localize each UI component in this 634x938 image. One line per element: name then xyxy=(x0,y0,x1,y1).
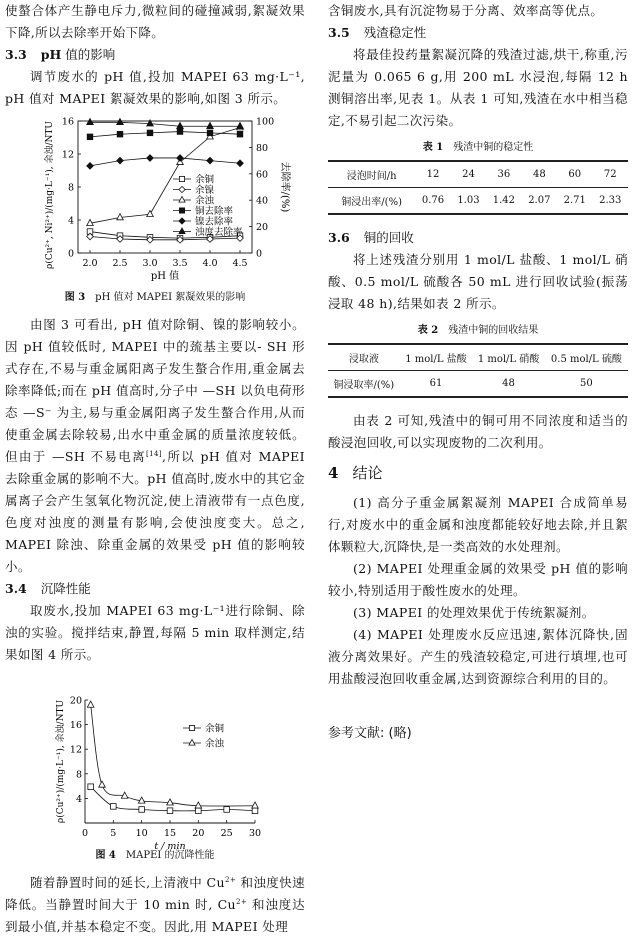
table-header-cell: 48 xyxy=(522,161,557,188)
series-镍去除率 xyxy=(87,155,244,170)
section-title: 值的影响 xyxy=(61,47,116,62)
x-tick-label: 5 xyxy=(110,828,117,839)
section-number: 3.3 xyxy=(5,47,27,62)
text-span: 和浊度达到最小值,并基本稳定不变。因此,用 MAPEI 处理 xyxy=(5,897,305,934)
section-number: 4 xyxy=(328,464,339,482)
data-point-diamond xyxy=(207,157,214,164)
data-point-square xyxy=(111,804,117,810)
legend-entry xyxy=(173,226,243,238)
y-tick-label: 0 xyxy=(67,248,74,260)
citation: [14] xyxy=(146,449,163,458)
data-point-square xyxy=(177,129,183,135)
x-tick-label: 20 xyxy=(192,828,205,839)
legend-entry xyxy=(173,174,215,186)
x-tick-label: 2.0 xyxy=(82,258,98,269)
table-header-cell: 72 xyxy=(592,161,628,188)
section-3-3-paragraph: 调节废水的 pH 值,投加 MAPEI 63 mg·L⁻¹, pH 值对 MAPEI 絮凝效果的影响,如图 3 所示。 xyxy=(5,69,305,106)
table-cell: 61 xyxy=(429,378,443,389)
table-header-cell: 1 mol/L 硝酸 xyxy=(472,344,545,371)
data-point-square xyxy=(139,807,145,813)
data-point-square xyxy=(179,208,184,213)
section-title: 残渣稳定性 xyxy=(363,25,427,40)
table-header-cell: 浸取液 xyxy=(328,344,400,371)
figure-label: 图 3 xyxy=(64,292,86,303)
data-point-square xyxy=(117,131,123,137)
x-tick-label: 15 xyxy=(163,828,177,839)
series-line xyxy=(91,705,255,806)
series-浊度去除率 xyxy=(87,119,244,129)
y-tick-label: 12 xyxy=(61,149,74,161)
table-cell: 48 xyxy=(502,378,515,389)
data-point-square xyxy=(147,130,153,136)
section-3-3-heading xyxy=(5,44,305,66)
section-4-heading xyxy=(328,460,628,486)
table-cell: 2.33 xyxy=(599,195,622,206)
y2-tick-label: 80 xyxy=(256,142,269,154)
y-tick-label: 12 xyxy=(69,744,82,756)
table-header-cell: 24 xyxy=(451,161,486,188)
table-cell: 铜浸出率/(%) xyxy=(341,197,402,208)
settling-paragraph xyxy=(5,872,305,938)
data-point-triangle xyxy=(179,228,185,234)
data-point-square xyxy=(189,725,194,730)
table-cell: 铜浸取率/(%) xyxy=(333,380,395,391)
data-point-diamond xyxy=(179,218,185,224)
legend-label: 铜去除率 xyxy=(195,206,234,217)
y-tick-label: 4 xyxy=(75,793,82,805)
data-point-square xyxy=(207,130,213,136)
table-caption-text: 残渣中铜的回收结果 xyxy=(448,325,539,336)
table-cell: 50 xyxy=(580,378,593,389)
table-cell: 2.71 xyxy=(563,195,586,206)
data-point-diamond xyxy=(237,160,244,167)
y2-tick-label: 20 xyxy=(256,222,269,234)
series-余铜 xyxy=(88,784,258,814)
discussion-paragraph xyxy=(5,314,305,578)
table-2-discussion: 由表 2 可知,残渣中的铜可用不同浓度和适当的酸浸泡回收,可以实现废物的二次利用。 xyxy=(328,413,628,450)
data-point-triangle xyxy=(179,196,185,202)
figure-4-chart xyxy=(5,670,305,852)
x-axis-label: pH 值 xyxy=(150,271,180,282)
data-point-square xyxy=(196,808,202,814)
y-tick-label: 4 xyxy=(67,215,74,227)
table-row xyxy=(328,371,628,398)
y2-tick-label: 60 xyxy=(256,169,269,181)
y-tick-label: 16 xyxy=(69,720,82,732)
table-header-row xyxy=(328,161,628,188)
figure-4 xyxy=(5,670,305,852)
superscript: 2+ xyxy=(236,897,248,906)
x-tick-label: 3.5 xyxy=(172,258,188,269)
x-tick-label: 0 xyxy=(81,828,89,839)
intro-paragraph: 含铜废水,具有沉淀物易于分离、效率高等优点。 xyxy=(328,3,604,18)
table-header-cell: 36 xyxy=(486,161,521,188)
data-point-diamond xyxy=(117,157,124,164)
data-point-triangle xyxy=(189,739,195,745)
x-tick-label: 2.5 xyxy=(112,258,128,269)
figure-3 xyxy=(5,110,305,288)
conclusion-item: (3) MAPEI 的处理效果优于传统絮凝剂。 xyxy=(353,605,595,620)
data-point-triangle xyxy=(237,122,244,128)
data-point-triangle xyxy=(252,802,259,808)
table-row xyxy=(328,188,628,215)
intro-paragraph: 使螯合体产生静电斥力,微粒间的碰撞减弱,絮凝效果下降,所以去除率开始下降。 xyxy=(5,3,305,40)
section-3-6-heading xyxy=(328,227,628,249)
legend-entry xyxy=(173,184,215,196)
legend-label: 余铜 xyxy=(205,723,225,735)
legend-label: 余浊 xyxy=(205,738,225,750)
text-span: 和浊度快速降低。当静置时间大于 10 min 时, Cu xyxy=(5,875,305,912)
legend-label: 余镍 xyxy=(195,185,215,196)
section-title: 沉降性能 xyxy=(40,581,91,596)
data-point-square xyxy=(87,134,93,140)
data-point-triangle xyxy=(99,781,106,787)
right-column xyxy=(328,0,628,741)
conclusion-item: (2) MAPEI 处理重金属的效果受 pH 值的影响较小,特别适用于酸性废水的处理。 xyxy=(328,561,628,598)
section-3-5-paragraph: 将最佳投药量絮凝沉降的残渣过滤,烘干,称重,污泥量为 0.065 6 g,用 200 mL 水浸泡,每隔 12 h 测铜溶出率,见表 1。从表 1 可知,残渣在水中相当稳定,不易引起二次污染。 xyxy=(328,47,628,128)
table-2-caption xyxy=(328,323,628,339)
data-point-triangle xyxy=(117,119,124,125)
data-point-triangle xyxy=(177,122,184,128)
y-axis-label: ρ(Cu²⁺)/(mg·L⁻¹), 余浊/NTU xyxy=(56,699,66,824)
y2-tick-label: 100 xyxy=(256,116,275,128)
section-number: 3.6 xyxy=(328,230,350,245)
data-point-diamond xyxy=(87,163,94,170)
table-cell: 0.76 xyxy=(421,195,445,206)
legend-entry xyxy=(173,195,215,207)
series-line xyxy=(90,158,240,166)
table-header-row xyxy=(328,344,628,371)
conclusion-item: (4) MAPEI 处理废水反应迅速,絮体沉降快,固液分离效果好。产生的残渣较稳定,可进行填埋,也可用盐酸浸泡回收重金属,达到资源综合利用的目的。 xyxy=(328,627,628,686)
series-line xyxy=(90,122,240,126)
legend-label: 余铜 xyxy=(195,174,215,186)
table-cell: 1.03 xyxy=(457,195,480,206)
y-tick-label: 8 xyxy=(75,769,82,781)
legend-entry xyxy=(173,216,234,228)
superscript: 2+ xyxy=(224,875,237,884)
table-2 xyxy=(328,343,628,398)
conclusion-item: (1) 高分子重金属絮凝剂 MAPEI 合成简单易行,对废水中的重金属和浊度都能较好地去除,并且絮体颗粒大,沉降快,是一类高效的水处理剂。 xyxy=(328,495,628,554)
section-3-4-paragraph: 取废水,投加 MAPEI 63 mg·L⁻¹进行除铜、除浊的实验。搅拌结束,静置,每隔 5 min 取样测定,结果如图 4 所示。 xyxy=(5,603,305,662)
y-tick-label: 20 xyxy=(69,695,82,707)
data-point-diamond xyxy=(179,186,185,192)
data-point-triangle xyxy=(147,210,154,216)
y2-tick-label: 0 xyxy=(256,248,263,260)
table-header-cell: 浸泡时间/h xyxy=(328,161,415,188)
data-point-square xyxy=(88,784,94,790)
legend-label: 镍去除率 xyxy=(195,216,234,228)
x-tick-label: 25 xyxy=(220,828,233,839)
legend-entry xyxy=(183,738,225,750)
figure-caption-text: pH 值对 MAPEI 絮凝效果的影响 xyxy=(95,292,246,303)
data-point-diamond xyxy=(147,155,154,162)
data-point-square xyxy=(237,131,243,137)
legend-label: 余浊 xyxy=(195,195,215,207)
data-point-square xyxy=(224,807,230,813)
data-point-triangle xyxy=(87,119,94,125)
section-title-bold: pH xyxy=(40,47,62,62)
figure-3-caption xyxy=(5,290,305,306)
section-3-5-heading xyxy=(328,22,628,44)
section-title: 结论 xyxy=(352,464,383,482)
text-span: ,所以 pH 值对 MAPEI 去除重金属的影响不大。pH 值高时,废水中的其它金属离子会产生氢氧化物沉淀,使上清液带有一点色度,色度对浊度的测量有影响,会使浊度变大。总之, MAPEI 除浊、除重金属的效果受 pH 值的影响较小。 xyxy=(5,449,305,574)
table-label: 表 2 xyxy=(417,325,439,336)
y-tick-label: 16 xyxy=(61,116,74,128)
y-axis-label: ρ(Cu²⁺, Ni²⁺)/(mg·L⁻¹), 余浊/NTU xyxy=(45,121,55,269)
text-span: 随着静置时间的延长,上清液中 Cu xyxy=(30,875,225,890)
x-axis-label: t / min xyxy=(154,841,186,852)
data-point-triangle xyxy=(167,799,174,805)
table-cell: 2.07 xyxy=(528,195,551,206)
table-1 xyxy=(328,160,628,215)
table-label: 表 1 xyxy=(422,142,444,153)
x-tick-label: 4.0 xyxy=(202,258,218,269)
figure-caption-text: MAPEI 的沉降性能 xyxy=(125,850,215,861)
text-span: 由图 3 可看出, pH 值对除铜、镍的影响较小。因 pH 值较低时, MAPEI 中的巯基主要以- SH 形式存在,不易与重金属阳离子发生螯合作用,重金属去除率降低;而在 pH 值高时,分子中 —SH 以负电荷形态 —S⁻ 为主,易与重金属阳离子发生螯合作用,从而使重金属去除较易,出水中重金属的质量浓度较低。但由于 —SH 不易电离 xyxy=(5,317,305,464)
y-tick-label: 8 xyxy=(67,182,74,194)
table-header-cell: 0.5 mol/L 硫酸 xyxy=(545,344,628,371)
data-point-square xyxy=(252,808,258,814)
figure-3-chart xyxy=(5,110,305,288)
section-title: 铜的回收 xyxy=(363,230,414,245)
table-header-cell: 1 mol/L 盐酸 xyxy=(400,344,473,371)
legend-entry xyxy=(173,205,234,217)
y2-tick-label: 40 xyxy=(256,195,269,207)
section-3-6-paragraph: 将上述残渣分别用 1 mol/L 盐酸、1 mol/L 硝酸、0.5 mol/L 硫酸各 50 mL 进行回收试验(振荡浸取 48 h),结果如表 2 所示。 xyxy=(328,252,628,311)
legend-entry xyxy=(183,723,225,735)
data-point-triangle xyxy=(117,214,124,220)
series-余浊 xyxy=(87,701,258,808)
legend-label: 浊度去除率 xyxy=(195,227,243,238)
section-number: 3.5 xyxy=(328,25,350,40)
table-header-cell: 12 xyxy=(415,161,450,188)
x-tick-label: 10 xyxy=(135,828,148,839)
data-point-triangle xyxy=(207,122,214,128)
x-tick-label: 30 xyxy=(248,828,262,839)
left-column xyxy=(5,0,305,938)
section-number: 3.4 xyxy=(5,581,27,596)
section-3-4-heading xyxy=(5,578,305,600)
table-header-cell: 60 xyxy=(557,161,592,188)
references: 参考文献: (略) xyxy=(328,726,412,741)
figure-label: 图 4 xyxy=(95,850,116,861)
data-point-square xyxy=(167,808,173,814)
table-cell: 1.42 xyxy=(492,195,516,206)
data-point-triangle xyxy=(195,802,202,808)
x-tick-label: 4.5 xyxy=(232,258,248,269)
y2-axis-label: 去除率/(%) xyxy=(279,161,290,213)
data-point-square xyxy=(179,176,184,181)
table-1-caption xyxy=(328,140,628,156)
table-caption-text: 残渣中铜的稳定性 xyxy=(453,142,534,153)
x-tick-label: 3.0 xyxy=(142,258,158,269)
data-point-triangle xyxy=(87,701,94,707)
